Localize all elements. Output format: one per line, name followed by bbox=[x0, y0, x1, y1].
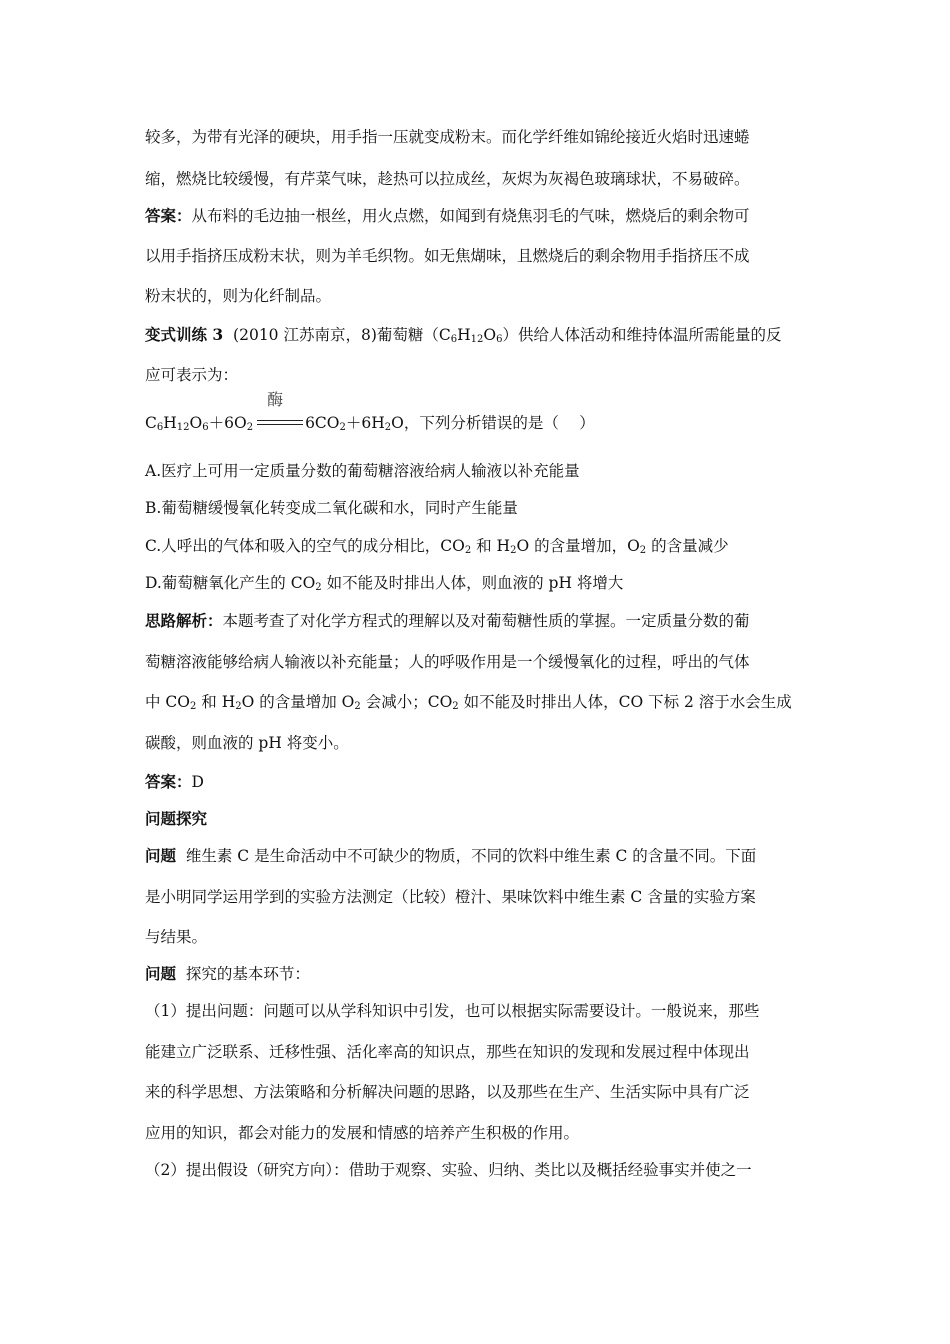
analysis-text: 会减小；CO bbox=[360, 693, 453, 711]
subscript: 2 bbox=[354, 701, 361, 712]
exercise-text: ）供给人体活动和维持体温所需能量的反 bbox=[502, 326, 782, 344]
subscript: 12 bbox=[470, 334, 484, 345]
answer-line bbox=[145, 206, 750, 226]
subscript: 2 bbox=[452, 701, 459, 712]
text-line bbox=[145, 692, 792, 712]
text-line: 萄糖溶液能够给病人输液以补充能量；人的呼吸作用是一个缓慢氧化的过程，呼出的气体 bbox=[145, 653, 750, 671]
option-text: C.人呼出的气体和吸入的空气的成分相比，CO bbox=[145, 537, 465, 555]
reaction-equals-sign bbox=[257, 390, 303, 430]
text-line: 碳酸，则血液的 pH 将变小。 bbox=[145, 734, 349, 752]
text-line: 粉末状的，则为化纤制品。 bbox=[145, 287, 332, 305]
problem-text: 探究的基本环节： bbox=[185, 965, 310, 983]
answer-text: 从布料的毛边抽一根丝，用火点燃，如闻到有烧焦羽毛的气味，燃烧后的剩余物可 bbox=[191, 207, 750, 225]
subscript: 2 bbox=[235, 701, 242, 712]
analysis-text: 中 CO bbox=[145, 693, 190, 711]
answer-line bbox=[145, 772, 204, 792]
option-text: D.葡萄糖氧化产生的 CO bbox=[145, 574, 316, 592]
subscript: 2 bbox=[315, 582, 322, 593]
subscript: 2 bbox=[639, 545, 647, 556]
exercise-heading-line bbox=[145, 325, 782, 345]
chemical-equation bbox=[145, 390, 595, 433]
problem-line bbox=[145, 964, 310, 984]
problem-line bbox=[145, 846, 756, 866]
answer-label: 答案： bbox=[145, 206, 192, 225]
text-line: （1）提出问题：问题可以从学科知识中引发，也可以根据实际需要设计。一般说来，那些 bbox=[145, 1002, 760, 1020]
analysis-text: 本题考查了对化学方程式的理解以及对葡萄糖性质的掌握。一定质量分数的葡 bbox=[222, 612, 750, 630]
option-text: 和 H bbox=[471, 537, 511, 555]
exercise-label: 变式训练 3 bbox=[145, 325, 224, 344]
equation-text: H bbox=[163, 414, 177, 432]
subscript: 2 bbox=[464, 545, 472, 556]
option-b: B.葡萄糖缓慢氧化转变成二氧化碳和水，同时产生能量 bbox=[145, 499, 518, 517]
subscript: 2 bbox=[246, 422, 254, 433]
subscript: 2 bbox=[510, 545, 517, 556]
analysis-line bbox=[145, 611, 750, 631]
option-text: 的含量减少 bbox=[646, 537, 729, 555]
text-line: 缩，燃烧比较缓慢，有芹菜气味，趁热可以拉成丝，灰烬为灰褐色玻璃球状，不易破碎。 bbox=[145, 170, 750, 188]
problem-label: 问题 bbox=[145, 964, 177, 983]
option-text: 如不能及时排出人体，则血液的 pH 将增大 bbox=[321, 574, 624, 592]
exercise-text: H bbox=[457, 326, 471, 344]
analysis-text: O 的含量增加 O bbox=[241, 693, 355, 711]
exercise-text: (2010 江苏南京，8)葡萄糖（C bbox=[233, 326, 451, 344]
analysis-label: 思路解析： bbox=[145, 611, 223, 630]
answer-text: D bbox=[191, 773, 204, 791]
subscript: 6 bbox=[450, 334, 458, 345]
analysis-text: 如不能及时排出人体，CO 下标 2 溶于水会生成 bbox=[458, 693, 792, 711]
equation-text: ＋6O bbox=[208, 414, 247, 432]
text-line: 应用的知识，都会对能力的发展和情感的培养产生积极的作用。 bbox=[145, 1124, 580, 1142]
equation-text: C bbox=[145, 414, 157, 432]
text-line: 以用手指挤压成粉末状，则为羊毛织物。如无焦煳味，且燃烧后的剩余物用手指挤压不成 bbox=[145, 247, 750, 265]
analysis-text: 和 H bbox=[196, 693, 236, 711]
text-line: 较多，为带有光泽的硬块，用手指一压就变成粉末。而化学纤维如锦纶接近火焰时迅速蜷 bbox=[145, 128, 750, 146]
option-text: O 的含量增加，O bbox=[516, 537, 640, 555]
text-line: 是小明同学运用学到的实验方法测定（比较）橙汁、果味饮料中维生素 C 含量的实验方案 bbox=[145, 888, 756, 906]
equation-text: 6CO bbox=[305, 414, 340, 432]
subscript: 2 bbox=[384, 422, 392, 433]
subscript: 6 bbox=[202, 422, 209, 433]
enzyme-condition: 酶 bbox=[267, 390, 284, 409]
subscript: 6 bbox=[496, 334, 503, 345]
section-heading: 问题探究 bbox=[145, 809, 208, 828]
option-c bbox=[145, 536, 729, 556]
text-line: 能建立广泛联系、迁移性强、活化率高的知识点，那些在知识的发现和发展过程中体现出 bbox=[145, 1043, 750, 1061]
option-d bbox=[145, 573, 623, 593]
equation-text: O bbox=[189, 414, 203, 432]
text-line: 来的科学思想、方法策略和分析解决问题的思路，以及那些在生产、生活实际中具有广泛 bbox=[145, 1083, 750, 1101]
problem-label: 问题 bbox=[145, 846, 177, 865]
answer-label: 答案： bbox=[145, 772, 192, 791]
option-a: A.医疗上可用一定质量分数的葡萄糖溶液给病人输液以补充能量 bbox=[145, 462, 580, 480]
subscript: 6 bbox=[156, 422, 164, 433]
subscript: 2 bbox=[190, 701, 197, 712]
exercise-text: O bbox=[483, 326, 497, 344]
subscript: 12 bbox=[176, 422, 190, 433]
equation-text: O，下列分析错误的是（ ） bbox=[391, 414, 595, 432]
subscript: 2 bbox=[339, 422, 346, 433]
text-line: 与结果。 bbox=[145, 928, 208, 946]
text-line: 应可表示为： bbox=[145, 366, 239, 384]
equation-text: ＋6H bbox=[345, 414, 385, 432]
text-line: （2）提出假设（研究方向）：借助于观察、实验、归纳、类比以及概括经验事实并使之一 bbox=[145, 1161, 752, 1179]
problem-text: 维生素 C 是生命活动中不可缺少的物质，不同的饮料中维生素 C 的含量不同。下面 bbox=[185, 847, 757, 865]
